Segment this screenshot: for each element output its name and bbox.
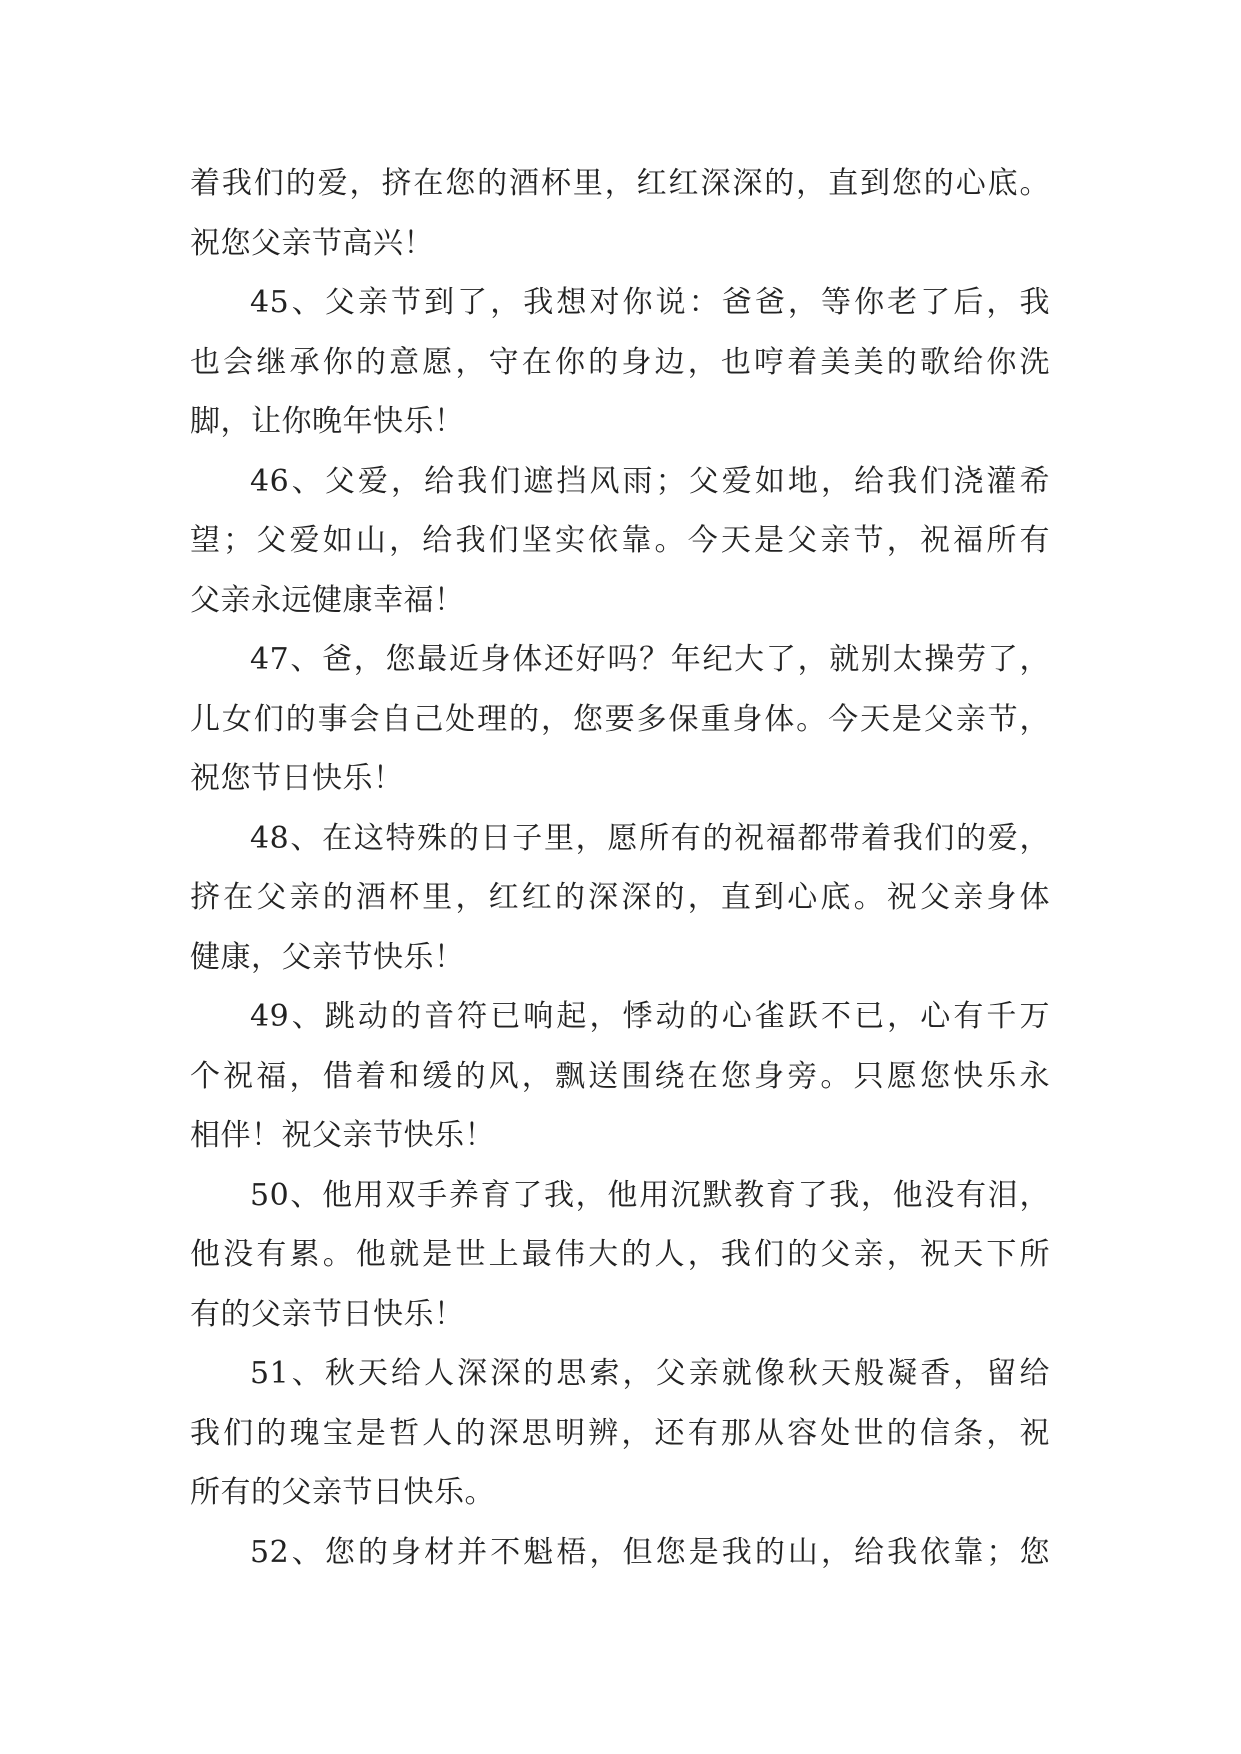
text-line: 相伴！祝父亲节快乐！	[190, 1118, 495, 1153]
text-line: 祝您父亲节高兴！	[190, 225, 434, 261]
text-line: 也会继承你的意愿，守在你的身边，也哼着美美的歌给你洗	[190, 344, 1050, 380]
text-line: 46、父爱，给我们遮挡风雨；父爱如地，给我们浇灌希	[250, 463, 1050, 499]
text-line: 个祝福，借着和缓的风，飘送围绕在您身旁。只愿您快乐永	[190, 1058, 1050, 1094]
text-line: 健康，父亲节快乐！	[190, 939, 465, 975]
paragraph-45	[190, 273, 1050, 452]
text-line: 45、父亲节到了，我想对你说：爸爸，等你老了后，我	[250, 285, 1050, 320]
text-line: 有的父亲节日快乐！	[190, 1296, 465, 1332]
text-line: 他没有累。他就是世上最伟大的人，我们的父亲，祝天下所	[190, 1237, 1050, 1272]
text-line: 51、秋天给人深深的思索，父亲就像秋天般凝香，留给	[250, 1356, 1050, 1391]
text-line: 望；父爱如山，给我们坚实依靠。今天是父亲节，祝福所有	[190, 523, 1050, 558]
text-line: 儿女们的事会自己处理的，您要多保重身体。今天是父亲节，	[190, 701, 1050, 737]
text-line: 父亲永远健康幸福！	[190, 582, 465, 618]
text-line: 挤在父亲的酒杯里，红红的深深的，直到心底。祝父亲身体	[190, 880, 1050, 915]
text-line: 48、在这特殊的日子里，愿所有的祝福都带着我们的爱，	[250, 820, 1050, 856]
text-line: 47、爸，您最近身体还好吗？年纪大了，就别太操劳了，	[250, 642, 1050, 677]
paragraph-51	[190, 1344, 1050, 1523]
paragraph-52	[190, 1523, 1050, 1583]
paragraph-continued	[190, 154, 1050, 273]
text-line: 祝您节日快乐！	[190, 761, 404, 796]
text-line: 49、跳动的音符已响起，悸动的心雀跃不已，心有千万	[250, 999, 1050, 1034]
paragraph-47	[190, 630, 1050, 809]
text-line: 50、他用双手养育了我，他用沉默教育了我，他没有泪，	[250, 1177, 1050, 1213]
document-body	[190, 154, 1050, 1582]
text-line: 脚，让你晚年快乐！	[190, 404, 465, 439]
paragraph-46	[190, 452, 1050, 631]
text-line: 所有的父亲节日快乐。	[190, 1475, 495, 1510]
text-line: 我们的瑰宝是哲人的深思明辨，还有那从容处世的信条，祝	[190, 1415, 1050, 1451]
text-line: 着我们的爱，挤在您的酒杯里，红红深深的，直到您的心底。	[190, 166, 1050, 201]
paragraph-50	[190, 1166, 1050, 1345]
paragraph-49	[190, 987, 1050, 1166]
text-line: 52、您的身材并不魁梧，但您是我的山，给我依靠；您	[250, 1534, 1050, 1570]
paragraph-48	[190, 809, 1050, 988]
